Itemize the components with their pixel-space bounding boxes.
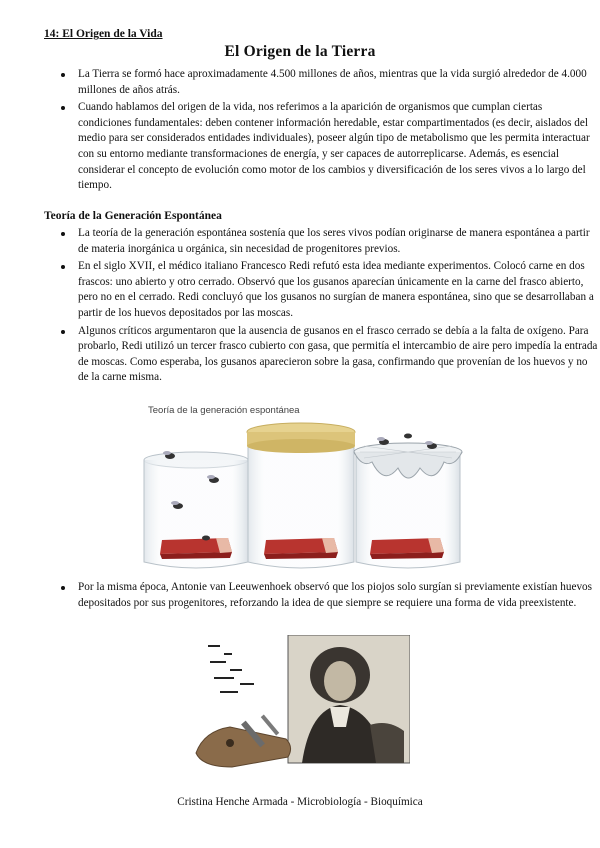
figure-caption: Teoría de la generación espontánea [148,405,300,416]
corked-jar [247,423,355,568]
brass-microscope-icon [196,715,291,767]
list-item: La teoría de la generación espontánea sostenía que los seres vivos podían originarse de manera espontánea a partir de materia inorgánica u orgánica, sin necesidad de progenitores previos. [78,226,598,257]
leeuwenhoek-illustration [190,635,410,770]
specimen-sketch [208,645,254,693]
closing-list [44,580,598,613]
section-list [44,226,598,388]
meat-icon [264,538,338,559]
open-jar [144,451,248,568]
intro-list [44,67,598,196]
list-item: En el siglo XVII, el médico italiano Francesco Redi refutó esta idea mediante experimentos. Colocó carne en dos frascos: uno abierto y otro cerrado. Observó que los gusanos aparecían únicamente en la carne del frasco abierto, pero no en el cerrado. Redi concluyó que los gusanos no surgían de manera espontánea, sino que se desarrollaban a partir de los huevos depositados por las moscas. [78,259,598,321]
redi-jars-illustration [136,402,466,574]
portrait-engraving [288,635,410,763]
meat-icon [160,538,232,559]
list-item: La Tierra se formó hace aproximadamente 4.500 millones de años, mientras que la vida surgió alrededor de 4.000 millones de años atrás. [78,67,598,98]
meat-icon [370,538,444,559]
section-heading: Teoría de la Generación Espontánea [44,210,222,222]
chapter-heading: 14: El Origen de la Vida [44,28,163,40]
gauze-jar [354,434,462,569]
page-footer: Cristina Henche Armada - Microbiología - Bioquímica [177,796,423,808]
list-item: Por la misma época, Antonie van Leeuwenhoek observó que los piojos solo surgían si previamente existían huevos depositados por sus progenitores, reforzando la idea de que siempre se requiere una forma de vida preexistente. [78,580,598,611]
list-item: Cuando hablamos del origen de la vida, nos referimos a la aparición de organismos que cumplan ciertas condiciones fundamentales: deben contener información heredable, estar compartimentados (es decir, aislados del medio para ser considerados entidades individuales), poseer algún tipo de metabolismo que les permita interactuar con su entorno mediante transformaciones de energía, y ser capaces de autorreplicarse. Además, es esencial considerar el concepto de evolución como motor de los cambios y diversificación de los seres vivos a lo largo del tiempo. [78,100,598,194]
list-item: Algunos críticos argumentaron que la ausencia de gusanos en el frasco cerrado se debía a la falta de oxígeno. Para probarlo, Redi utilizó un tercer frasco cubierto con gasa, que permitía el intercambio de aire pero impedía la entrada de moscas. Como esperaba, los gusanos aparecieron sobre la gasa, confirmando que provenían de los huevos y no de la carne misma. [78,324,598,386]
page-title: El Origen de la Tierra [224,43,376,60]
cork-lid-icon [247,423,355,453]
